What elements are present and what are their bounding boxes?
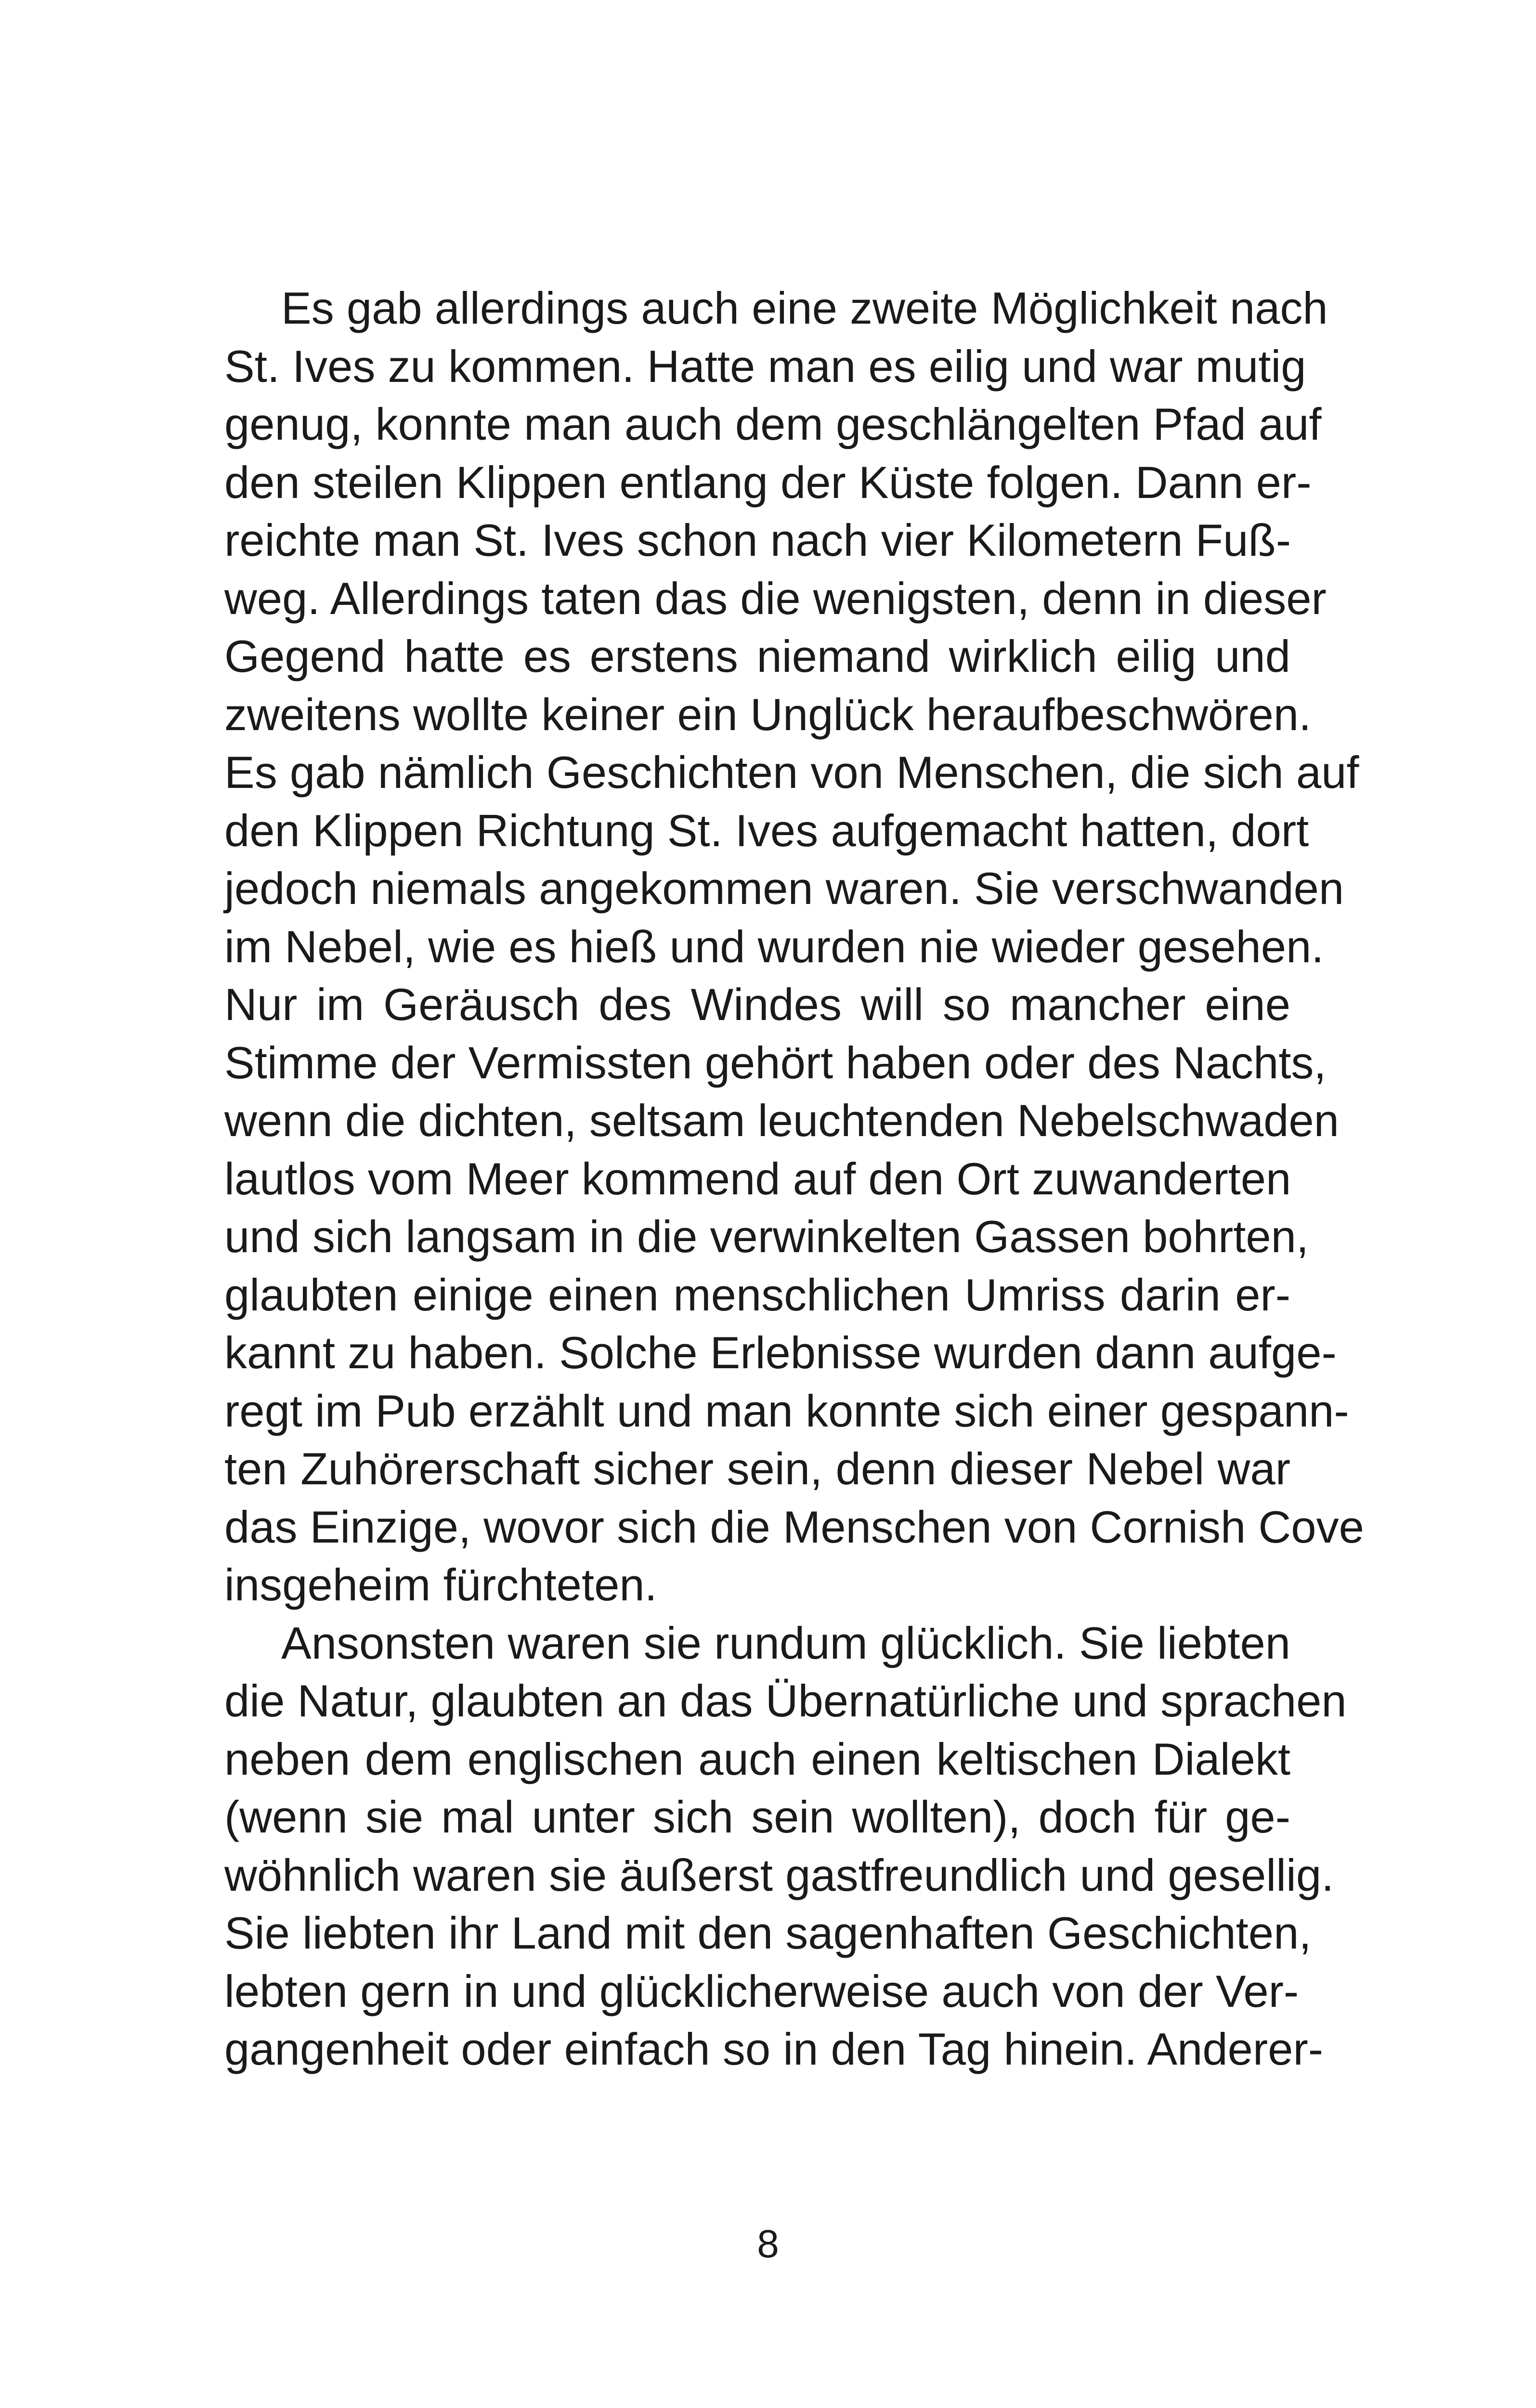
- text-line: St. Ives zu kommen. Hatte man es eilig und war mutig: [224, 340, 1306, 392]
- text-line: den steilen Klippen entlang der Küste folgen. Dann er-: [224, 457, 1312, 508]
- text-line: reichte man St. Ives schon nach vier Kilometern Fuß-: [224, 515, 1291, 565]
- body-text: [224, 279, 1364, 2079]
- text-line: wöhnlich waren sie äußerst gastfreundlich und gesellig.: [224, 1849, 1334, 1900]
- text-line: und sich langsam in die verwinkelten Gassen bohrten,: [224, 1211, 1309, 1262]
- text-line: Sie liebten ihr Land mit den sagenhaften Geschichten,: [224, 1908, 1312, 1958]
- text-line: wenn die dichten, seltsam leuchtenden Nebelschwaden: [224, 1095, 1339, 1146]
- text-line: den Klippen Richtung St. Ives aufgemacht hatten, dort: [224, 805, 1309, 856]
- text-line: glaubten einige einen menschlichen Umriss darin er-: [224, 1269, 1290, 1320]
- text-line: insgeheim fürchteten.: [224, 1559, 657, 1610]
- text-line: Gegend hatte es erstens niemand wirklich eilig und: [224, 631, 1290, 681]
- text-line: Ansonsten waren sie rundum glücklich. Sie liebten: [281, 1617, 1290, 1668]
- text-line: die Natur, glaubten an das Übernatürliche und sprachen: [224, 1675, 1347, 1726]
- text-line: das Einzige, wovor sich die Menschen von Cornish Cove: [224, 1501, 1364, 1552]
- text-line: Nur im Geräusch des Windes will so mancher eine: [224, 979, 1290, 1030]
- page-number: 8: [757, 2222, 779, 2266]
- text-line: kannt zu haben. Solche Erlebnisse wurden dann aufge-: [224, 1327, 1337, 1378]
- text-line: zweitens wollte keiner ein Unglück heraufbeschwören.: [224, 689, 1312, 740]
- text-line: Es gab allerdings auch eine zweite Möglichkeit nach: [281, 283, 1328, 333]
- text-line: gangenheit oder einfach so in den Tag hinein. Anderer-: [224, 2024, 1324, 2074]
- text-line: im Nebel, wie es hieß und wurden nie wieder gesehen.: [224, 921, 1324, 972]
- text-line: regt im Pub erzählt und man konnte sich einer gespann-: [224, 1385, 1349, 1436]
- text-line: Stimme der Vermissten gehört haben oder des Nachts,: [224, 1037, 1327, 1088]
- text-line: lebten gern in und glücklicherweise auch von der Ver-: [224, 1965, 1299, 2016]
- text-line: ten Zuhörerschaft sicher sein, denn dieser Nebel war: [224, 1443, 1290, 1494]
- text-line: weg. Allerdings taten das die wenigsten, denn in dieser: [224, 573, 1327, 624]
- paragraph-2: [224, 1614, 1347, 2079]
- text-line: lautlos vom Meer kommend auf den Ort zuwanderten: [224, 1153, 1291, 1204]
- text-line: genug, konnte man auch dem geschlängelten Pfad auf: [224, 399, 1322, 449]
- text-line: Es gab nämlich Geschichten von Menschen, die sich auf: [224, 747, 1359, 798]
- text-line: neben dem englischen auch einen keltischen Dialekt: [224, 1733, 1290, 1784]
- paragraph-1: [224, 279, 1364, 1614]
- text-line: (wenn sie mal unter sich sein wollten), doch für ge-: [224, 1792, 1290, 1842]
- text-line: jedoch niemals angekommen waren. Sie verschwanden: [224, 863, 1344, 914]
